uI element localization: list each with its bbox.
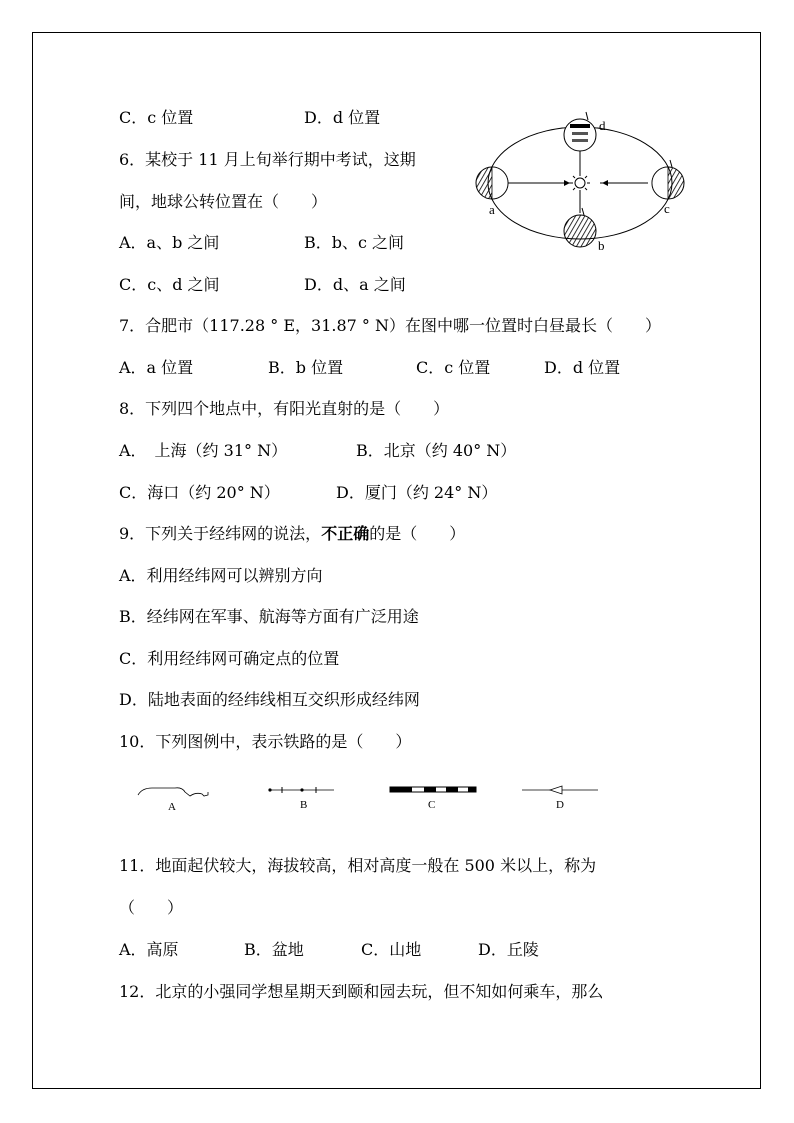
earth-orbit-figure: [470, 110, 690, 260]
legend-d-symbol: [522, 786, 598, 794]
q6-stem-line2: 间，地球公转位置在（ ）: [119, 192, 328, 211]
q6-option-c: C．c、d 之间: [119, 275, 220, 294]
legend-a-symbol: [138, 788, 208, 796]
q9-option-a: A．利用经纬网可以辨别方向: [119, 566, 323, 585]
q9-option-c: C．利用经纬网可确定点的位置: [119, 649, 340, 668]
q11-option-c: C．山地: [361, 940, 422, 959]
q7-option-b: B．b 位置: [268, 358, 344, 377]
map-legend-options: [130, 778, 610, 814]
q11-stem-line2: （ ）: [119, 898, 184, 917]
q8-option-a: A． 上海（约 31° N）: [119, 441, 288, 460]
orbit-label-a: a: [489, 202, 495, 217]
q6-option-d: D．d、a 之间: [304, 275, 406, 294]
q12-stem-line1: 12．北京的小强同学想星期天到颐和园去玩，但不知如何乘车，那么: [119, 982, 604, 1001]
q8-option-b: B．北京（约 40° N）: [356, 441, 517, 460]
q11-option-d: D．丘陵: [478, 940, 539, 959]
q5-option-c: C．c 位置: [119, 108, 194, 127]
q7-stem: 7．合肥市（117.28 ° E，31.87 ° N）在图中哪一位置时白昼最长（ ）: [119, 316, 661, 335]
q9-stem-bold: 不正确: [321, 524, 370, 543]
legend-label-a: A: [168, 801, 176, 813]
q10-stem: 10．下列图例中，表示铁路的是（ ）: [119, 732, 412, 751]
q9-stem-post: 的是（ ）: [369, 524, 466, 543]
q11-option-a: A．高原: [119, 940, 179, 959]
q9-stem: [119, 524, 465, 544]
q9-stem-pre: 9．下列关于经纬网的说法，: [119, 524, 322, 543]
orbit-label-d: d: [599, 118, 606, 133]
legend-b-symbol: [268, 787, 334, 793]
earth-position-d: [564, 112, 596, 151]
earth-position-a: [476, 167, 508, 199]
q8-option-d: D．厦门（约 24° N）: [336, 483, 498, 502]
q6-option-a: A．a、b 之间: [119, 233, 220, 252]
q11-option-b: B．盆地: [244, 940, 304, 959]
q11-stem-line1: 11．地面起伏较大，海拔较高，相对高度一般在 500 米以上，称为: [119, 856, 597, 875]
q8-stem: 8．下列四个地点中，有阳光直射的是（ ）: [119, 399, 450, 418]
q7-option-d: D．d 位置: [544, 358, 621, 377]
legend-label-c: C: [428, 799, 436, 811]
q8-option-c: C．海口（约 20° N）: [119, 483, 280, 502]
q6-option-b: B．b、c 之间: [304, 233, 405, 252]
earth-position-b: [564, 208, 596, 247]
legend-c-symbol: [390, 787, 476, 792]
q6-stem-line1: 6．某校于 11 月上旬举行期中考试，这期: [119, 150, 416, 169]
q7-option-c: C．c 位置: [416, 358, 491, 377]
q9-option-d: D．陆地表面的经纬线相互交织形成经纬网: [119, 690, 420, 709]
orbit-label-c: c: [664, 201, 670, 216]
q9-option-b: B．经纬网在军事、航海等方面有广泛用途: [119, 607, 419, 626]
q5-option-d: D．d 位置: [304, 108, 381, 127]
q7-option-a: A．a 位置: [119, 358, 194, 377]
orbit-label-b: b: [598, 238, 605, 253]
legend-label-d: D: [556, 799, 564, 811]
sun-icon: [570, 173, 590, 193]
legend-label-b: B: [300, 799, 308, 811]
